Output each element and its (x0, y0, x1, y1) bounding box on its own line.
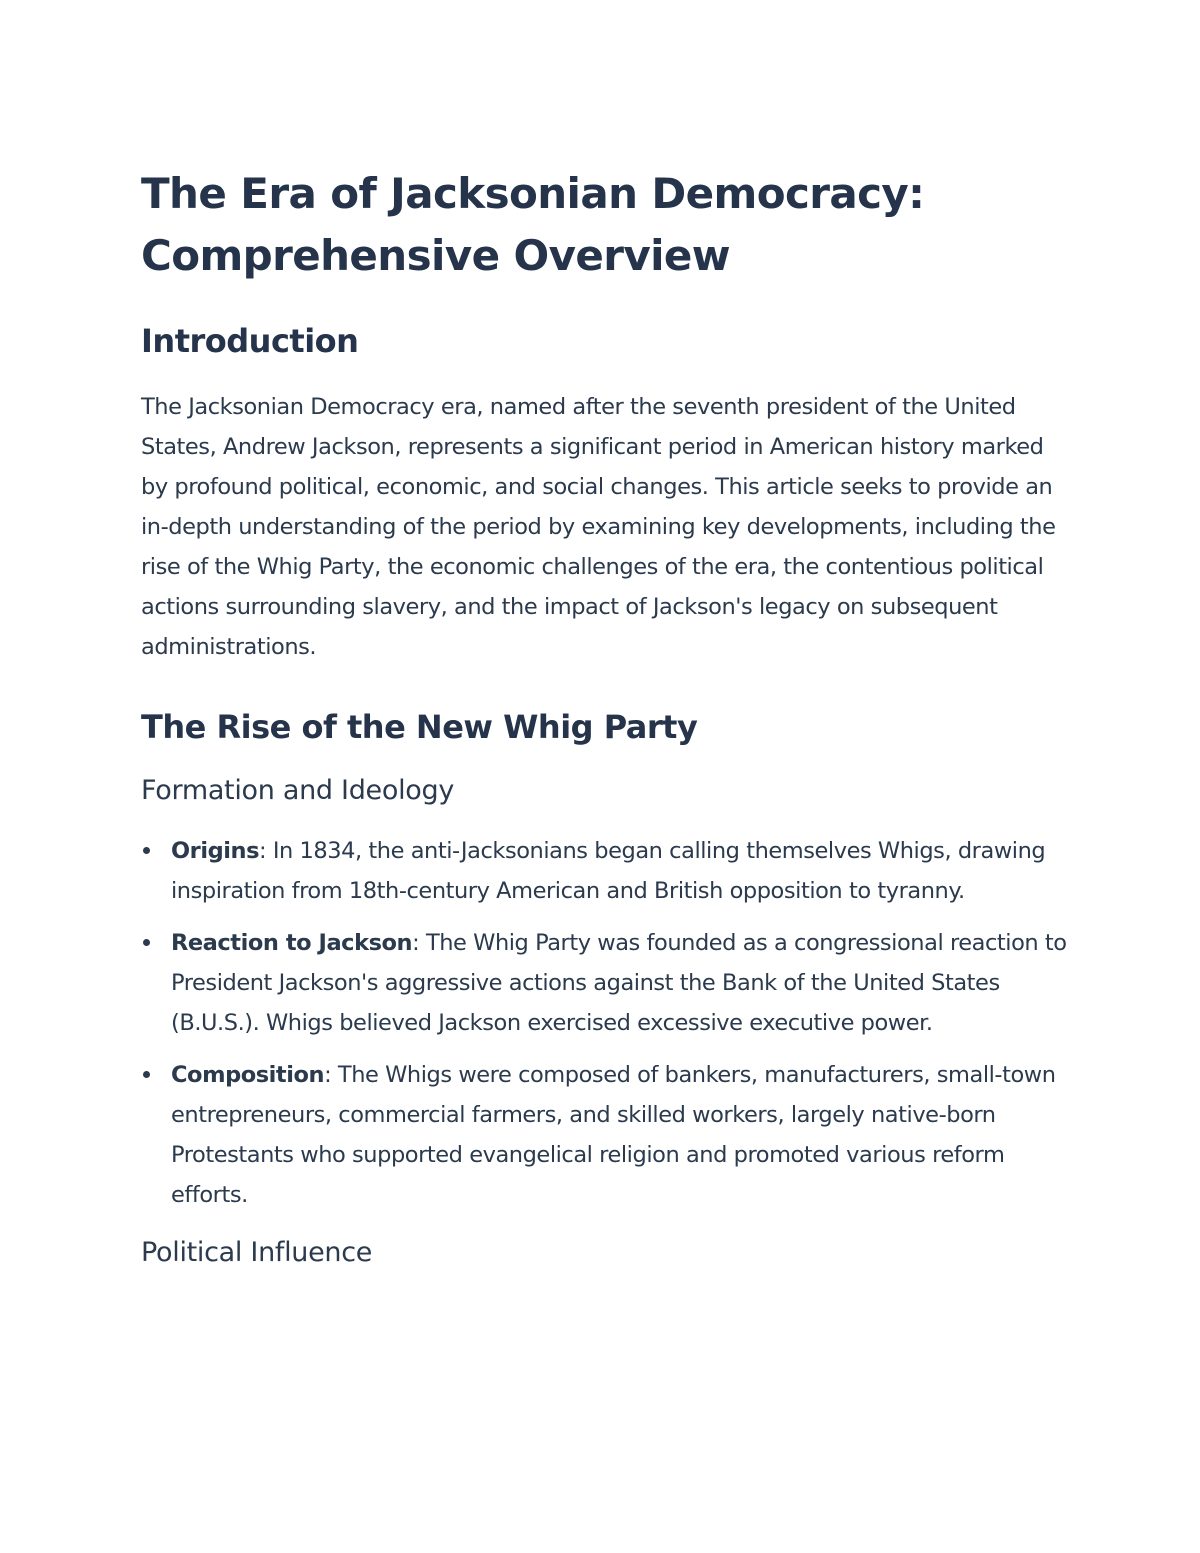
bullet-text: : The Whigs were composed of bankers, manufacturers, small-town entrepreneurs, commercial farmers, and skilled workers, largely native-born Protestants who supported evangelical religion and promoted various reform efforts. (171, 1062, 1056, 1208)
bullet-term: Composition (171, 1062, 325, 1088)
formation-bullet-list (141, 831, 1071, 1215)
list-item-reaction-to-jackson (141, 923, 1071, 1043)
formation-ideology-heading: Formation and Ideology (141, 775, 455, 806)
bullet-text: : The Whig Party was founded as a congressional reaction to President Jackson's aggressive actions against the Bank of the United States (B.U.S.). Whigs believed Jackson exercised excessive executive power. (171, 930, 1067, 1036)
political-influence-heading: Political Influence (141, 1237, 373, 1268)
bullet-icon (143, 847, 150, 854)
bullet-text: : In 1834, the anti-Jacksonians began calling themselves Whigs, drawing inspiration from 18th-century American and British opposition to tyranny. (171, 838, 1046, 904)
bullet-term: Reaction to Jackson (171, 930, 413, 956)
document-content (141, 163, 1071, 1273)
bullet-icon (143, 939, 150, 946)
list-item-composition (141, 1055, 1071, 1215)
introduction-paragraph: The Jacksonian Democracy era, named after the seventh president of the United States, Andrew Jackson, represents a significant period in American history marked by profound political, economic, and social changes. This article seeks to provide an in-depth understanding of the period by examining key developments, including the rise of the Whig Party, the economic challenges of the era, the contentious political actions surrounding slavery, and the impact of Jackson's legacy on subsequent administrations. (141, 394, 1056, 660)
bullet-term: Origins (171, 838, 260, 864)
introduction-heading: Introduction (141, 322, 359, 360)
whig-party-heading: The Rise of the New Whig Party (141, 708, 698, 746)
bullet-icon (143, 1071, 150, 1078)
document-title: The Era of Jacksonian Democracy: Comprehensive Overview (141, 169, 925, 280)
list-item-origins (141, 831, 1071, 911)
